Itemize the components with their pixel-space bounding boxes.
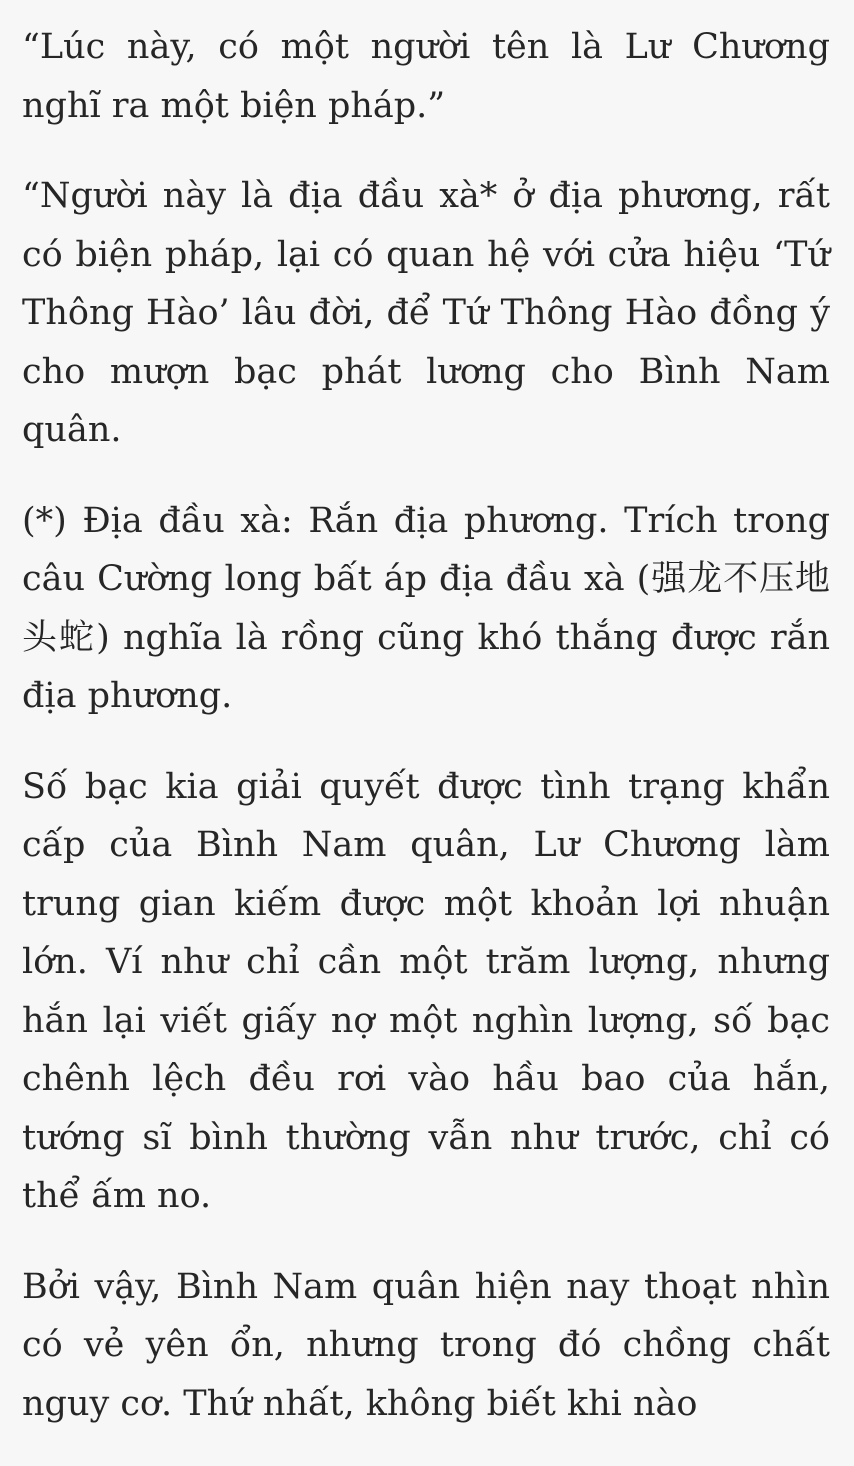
paragraph-5: Bởi vậy, Bình Nam quân hiện nay thoạt nhìn có vẻ yên ổn, nhưng trong đó chồng chất nguy cơ. Thứ nhất, không biết khi nào <box>22 1266 830 1424</box>
footnote-paragraph: (*) Địa đầu xà: Rắn địa phương. Trích trong câu Cường long bất áp địa đầu xà (强龙不压地头蛇) nghĩa là rồng cũng khó thắng được rắn địa phương. <box>22 500 830 716</box>
paragraph-2: “Người này là địa đầu xà* ở địa phương, rất có biện pháp, lại có quan hệ với cửa hiệu ‘Tứ Thông Hào’ lâu đời, để Tứ Thông Hào đồng ý cho mượn bạc phát lương cho Bình Nam quân. <box>22 176 830 450</box>
paragraph-1: “Lúc này, có một người tên là Lư Chương nghĩ ra một biện pháp.” <box>22 27 830 126</box>
paragraph-4: Số bạc kia giải quyết được tình trạng khẩn cấp của Bình Nam quân, Lư Chương làm trung gian kiếm được một khoản lợi nhuận lớn. Ví như chỉ cần một trăm lượng, nhưng hắn lại viết giấy nợ một nghìn lượng, số bạc chênh lệch đều rơi vào hầu bao của hắn, tướng sĩ bình thường vẫn như trước, chỉ có thể ấm no. <box>22 766 830 1216</box>
reading-content <box>22 18 830 1433</box>
